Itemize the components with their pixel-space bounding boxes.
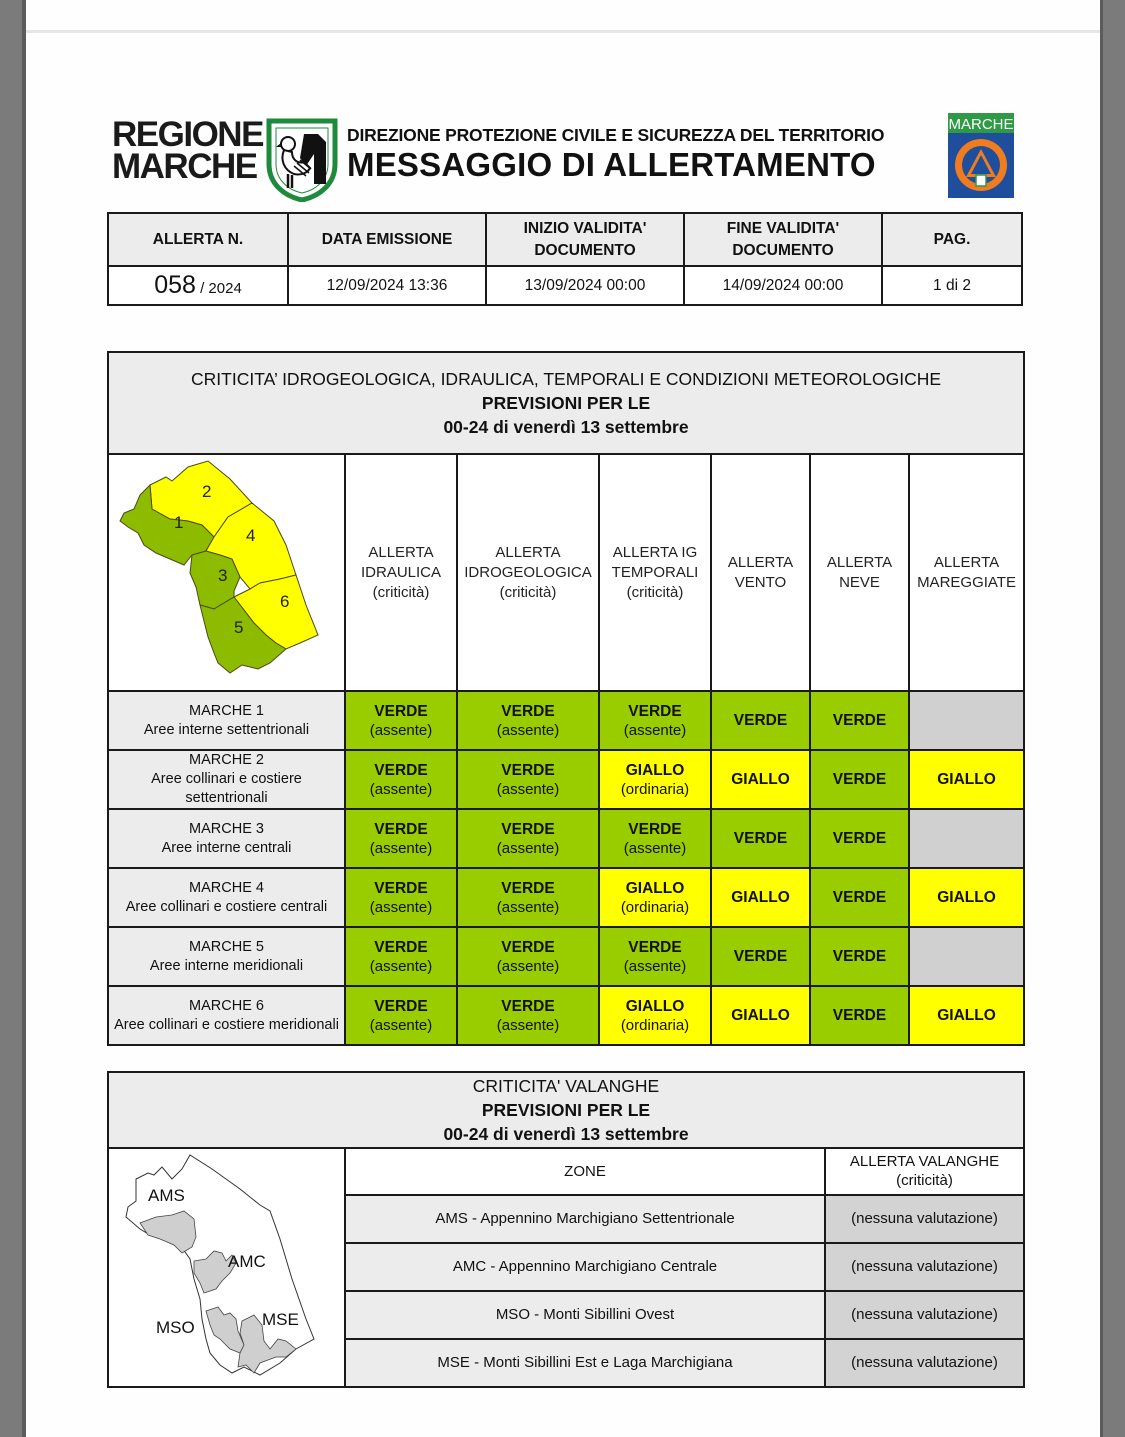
info-value-row: [108, 266, 1022, 305]
alert-cell-idrogeologica: [457, 691, 599, 750]
alert-cell-idrogeologica: [457, 927, 599, 986]
alert-level: GIALLO: [937, 1007, 996, 1024]
alert-note: (assente): [369, 839, 433, 857]
alert-cell-temporali: [599, 750, 711, 809]
alert-level: GIALLO: [625, 761, 685, 779]
alert-level: VERDE: [733, 830, 788, 847]
alert-cell-temporali: [599, 986, 711, 1045]
alert-cell-temporali: [599, 809, 711, 868]
zone-row: [108, 868, 1024, 927]
col-label: ALLERTA IG: [612, 543, 698, 561]
valanghe-value: (nessuna valutazione): [825, 1339, 1024, 1387]
logo-line-2: MARCHE: [112, 147, 257, 186]
valanghe-period: 00-24 di venerdì 13 settembre: [443, 1124, 689, 1144]
zone-description: Aree collinari e costiere meridionali: [114, 1016, 339, 1033]
alert-level: GIALLO: [731, 1007, 790, 1024]
alert-cell-idraulica: [345, 809, 457, 868]
alert-note: (ordinaria): [620, 898, 690, 916]
valanghe-value: (nessuna valutazione): [825, 1195, 1024, 1243]
zone-name: MARCHE 4: [189, 879, 264, 896]
alert-level: VERDE: [733, 948, 788, 965]
alert-level: VERDE: [374, 879, 428, 897]
zone-name: MARCHE 6: [189, 997, 264, 1014]
alert-cell-neve: [810, 868, 909, 927]
zone-description: Aree interne meridionali: [149, 957, 304, 974]
alert-level: VERDE: [374, 820, 428, 838]
alert-level: GIALLO: [731, 771, 790, 788]
logo-line-1: REGIONE: [112, 115, 263, 154]
col-label: IDROGEOLOGICA: [464, 563, 592, 581]
alert-cell-neve: [810, 750, 909, 809]
alert-note: (assente): [623, 957, 687, 975]
info-header-row: [108, 213, 1022, 266]
col-header-mareggiate: [909, 454, 1024, 691]
zone-row: [108, 691, 1024, 750]
alert-level: VERDE: [374, 702, 428, 720]
alert-note: (assente): [496, 780, 560, 798]
valanghe-title-row: [108, 1072, 1024, 1148]
alert-level: VERDE: [628, 820, 682, 838]
inizio-validita-value: 13/09/2024 00:00: [486, 266, 684, 305]
map-label-4: 4: [246, 526, 256, 545]
valanghe-title-cell: [108, 1072, 1024, 1148]
fine-validita-value: 14/09/2024 00:00: [684, 266, 882, 305]
alert-level: GIALLO: [937, 771, 996, 788]
alert-level: VERDE: [374, 761, 428, 779]
alert-note: (assente): [496, 898, 560, 916]
valanghe-zone: AMS - Appennino Marchigiano Settentrionale: [345, 1195, 825, 1243]
criticita-period: 00-24 di venerdì 13 settembre: [443, 417, 689, 437]
alert-cell-mareggiate: [909, 691, 1024, 750]
col-label: NEVE: [839, 573, 880, 591]
map-label-mse: MSE: [262, 1310, 299, 1329]
header-allerta-n: ALLERTA N.: [108, 213, 288, 266]
viewer-right-edge: [1100, 0, 1103, 1437]
alert-cell-vento: [711, 809, 810, 868]
zone-row: [108, 809, 1024, 868]
zone-name-cell: [108, 986, 345, 1045]
valanghe-header-row: [108, 1148, 1024, 1195]
valanghe-value: (nessuna valutazione): [825, 1243, 1024, 1291]
zone-description: Aree collinari e costiere settentrionali: [151, 771, 302, 806]
allerta-year: / 2024: [195, 280, 242, 297]
map-label-6: 6: [280, 592, 290, 611]
col-sublabel: (criticità): [499, 583, 557, 601]
alert-level: VERDE: [733, 712, 788, 729]
criticita-header-row: [108, 454, 1024, 691]
valanghe-zone: AMC - Appennino Marchigiano Centrale: [345, 1243, 825, 1291]
header-inizio-line2: DOCUMENTO: [534, 241, 636, 259]
alert-cell-vento: [711, 986, 810, 1045]
criticita-title-cell: [108, 352, 1024, 454]
department-name: DIREZIONE PROTEZIONE CIVILE E SICUREZZA DEL TERRITORIO: [347, 125, 885, 145]
regione-marche-wordmark: [112, 115, 263, 186]
alert-cell-temporali: [599, 927, 711, 986]
alert-note: (assente): [369, 721, 433, 739]
col-header-idrogeologica: [457, 454, 599, 691]
header-inizio-validita: [486, 213, 684, 266]
alert-level: VERDE: [832, 948, 887, 965]
valanghe-table: [107, 1071, 1025, 1388]
col-sublabel: (criticità): [626, 583, 684, 601]
col-label: ALLERTA: [826, 553, 893, 571]
header-fine-validita: [684, 213, 882, 266]
alert-level: VERDE: [501, 879, 555, 897]
alert-note: (assente): [496, 957, 560, 975]
col-label: ALLERTA VALANGHE: [849, 1153, 1000, 1171]
allerta-number-cell: [108, 266, 288, 305]
criticita-table: [107, 351, 1025, 1046]
document-title: MESSAGGIO DI ALLERTAMENTO: [347, 146, 876, 183]
header-inizio-line1: INIZIO VALIDITA': [523, 219, 647, 237]
alert-cell-idraulica: [345, 691, 457, 750]
alert-level: VERDE: [501, 761, 555, 779]
alert-note: (assente): [369, 1016, 433, 1034]
header-fine-line1: FINE VALIDITA': [726, 219, 840, 237]
zone-name: MARCHE 3: [189, 820, 264, 837]
alert-cell-vento: [711, 927, 810, 986]
alert-level: VERDE: [501, 938, 555, 956]
alert-cell-mareggiate: [909, 927, 1024, 986]
zone-row: [108, 750, 1024, 809]
col-label: ALLERTA: [933, 553, 1000, 571]
zone-name-cell: [108, 927, 345, 986]
alert-note: (assente): [369, 780, 433, 798]
header-fine-line2: DOCUMENTO: [732, 241, 834, 259]
map-label-amc: AMC: [228, 1252, 266, 1271]
col-header-zone: ZONE: [345, 1148, 825, 1195]
col-header-allerta-valanghe: [825, 1148, 1024, 1195]
map-label-mso: MSO: [156, 1318, 195, 1337]
alert-level: VERDE: [628, 938, 682, 956]
alert-cell-mareggiate: [909, 986, 1024, 1045]
alert-cell-neve: [810, 691, 909, 750]
valanghe-title: CRITICITA' VALANGHE: [472, 1076, 660, 1096]
pc-logo-label: MARCHE: [948, 116, 1014, 133]
alert-cell-temporali: [599, 868, 711, 927]
alert-note: (assente): [496, 839, 560, 857]
alert-cell-mareggiate: [909, 809, 1024, 868]
alert-cell-idraulica: [345, 927, 457, 986]
alert-level: GIALLO: [625, 879, 685, 897]
alert-level: VERDE: [374, 938, 428, 956]
alert-cell-neve: [810, 809, 909, 868]
zone-description: Aree interne settentrionali: [143, 721, 310, 738]
alert-cell-idrogeologica: [457, 750, 599, 809]
criticita-subtitle: PREVISIONI PER LE: [481, 393, 651, 413]
col-label: ALLERTA: [495, 543, 561, 561]
alert-cell-vento: [711, 691, 810, 750]
alert-cell-temporali: [599, 691, 711, 750]
alert-cell-idraulica: [345, 986, 457, 1045]
header-data-emissione: DATA EMISSIONE: [288, 213, 486, 266]
alert-cell-idrogeologica: [457, 868, 599, 927]
col-header-temporali: [599, 454, 711, 691]
alert-note: (assente): [369, 898, 433, 916]
alert-cell-mareggiate: [909, 868, 1024, 927]
zone-map-icon: [110, 455, 343, 685]
zone-name-cell: [108, 750, 345, 809]
valanghe-map-cell: [108, 1148, 345, 1387]
alert-level: VERDE: [501, 702, 555, 720]
criticita-title: CRITICITA’ IDROGEOLOGICA, IDRAULICA, TEMPORALI E CONDIZIONI METEOROLOGICHE: [191, 369, 942, 389]
alert-note: (assente): [496, 721, 560, 739]
alert-note: (assente): [623, 721, 687, 739]
alert-level: VERDE: [832, 1007, 887, 1024]
col-label: IDRAULICA: [360, 563, 442, 581]
valanghe-subtitle: PREVISIONI PER LE: [481, 1100, 651, 1120]
alert-note: (assente): [623, 839, 687, 857]
alert-note: (ordinaria): [620, 1016, 690, 1034]
page-top-divider: [26, 30, 1100, 33]
map-label-5: 5: [234, 618, 244, 637]
valanghe-map-icon: [110, 1149, 343, 1381]
col-sublabel: (criticità): [896, 1172, 953, 1190]
alert-level: VERDE: [628, 702, 682, 720]
col-label: ALLERTA: [727, 553, 794, 571]
alert-level: VERDE: [832, 771, 887, 788]
valanghe-zone: MSE - Monti Sibillini Est e Laga Marchigiana: [345, 1339, 825, 1387]
alert-note: (assente): [369, 957, 433, 975]
alert-level: VERDE: [832, 712, 887, 729]
zone-row: [108, 986, 1024, 1045]
valanghe-value: (nessuna valutazione): [825, 1291, 1024, 1339]
alert-note: (ordinaria): [620, 780, 690, 798]
col-header-idraulica: [345, 454, 457, 691]
criticita-title-row: [108, 352, 1024, 454]
map-label-2: 2: [202, 482, 212, 501]
map-label-1: 1: [174, 513, 184, 532]
alert-level: GIALLO: [937, 889, 996, 906]
zone-name-cell: [108, 691, 345, 750]
alert-cell-vento: [711, 868, 810, 927]
criticita-rows: [108, 691, 1024, 1045]
zone-map-cell: [108, 454, 345, 691]
col-label: ALLERTA: [368, 543, 434, 561]
zone-description: Aree interne centrali: [161, 839, 292, 856]
alert-level: GIALLO: [731, 889, 790, 906]
col-label: TEMPORALI: [611, 563, 699, 581]
zone-name: MARCHE 1: [189, 702, 264, 719]
zone-name: MARCHE 2: [189, 752, 264, 768]
map-label-ams: AMS: [148, 1186, 185, 1205]
col-label: MAREGGIATE: [917, 573, 1016, 591]
alert-level: VERDE: [501, 997, 555, 1015]
alert-level: VERDE: [501, 820, 555, 838]
alert-level: VERDE: [374, 997, 428, 1015]
col-header-vento: [711, 454, 810, 691]
regione-marche-shield-icon: [266, 118, 338, 202]
zone-description: Aree collinari e costiere centrali: [125, 898, 328, 915]
protezione-civile-logo-icon: [948, 113, 1014, 198]
alert-cell-mareggiate: [909, 750, 1024, 809]
alert-cell-neve: [810, 927, 909, 986]
col-header-neve: [810, 454, 909, 691]
alert-level: VERDE: [832, 889, 887, 906]
data-emissione-value: 12/09/2024 13:36: [288, 266, 486, 305]
valanghe-zone: MSO - Monti Sibillini Ovest: [345, 1291, 825, 1339]
alert-cell-neve: [810, 986, 909, 1045]
alert-cell-vento: [711, 750, 810, 809]
zone-name-cell: [108, 868, 345, 927]
page-number-value: 1 di 2: [882, 266, 1022, 305]
zone-row: [108, 927, 1024, 986]
alert-cell-idraulica: [345, 750, 457, 809]
alert-level: GIALLO: [625, 997, 685, 1015]
alert-level: VERDE: [832, 830, 887, 847]
zone-name: MARCHE 5: [189, 938, 264, 955]
zone-name-cell: [108, 809, 345, 868]
header-pag: PAG.: [882, 213, 1022, 266]
alert-cell-idrogeologica: [457, 809, 599, 868]
map-label-3: 3: [218, 566, 228, 585]
alert-info-table: [107, 212, 1023, 306]
col-label: VENTO: [734, 573, 787, 591]
alert-note: (assente): [496, 1016, 560, 1034]
allerta-number: 058: [154, 271, 196, 299]
alert-cell-idraulica: [345, 868, 457, 927]
alert-cell-idrogeologica: [457, 986, 599, 1045]
col-sublabel: (criticità): [372, 583, 430, 601]
